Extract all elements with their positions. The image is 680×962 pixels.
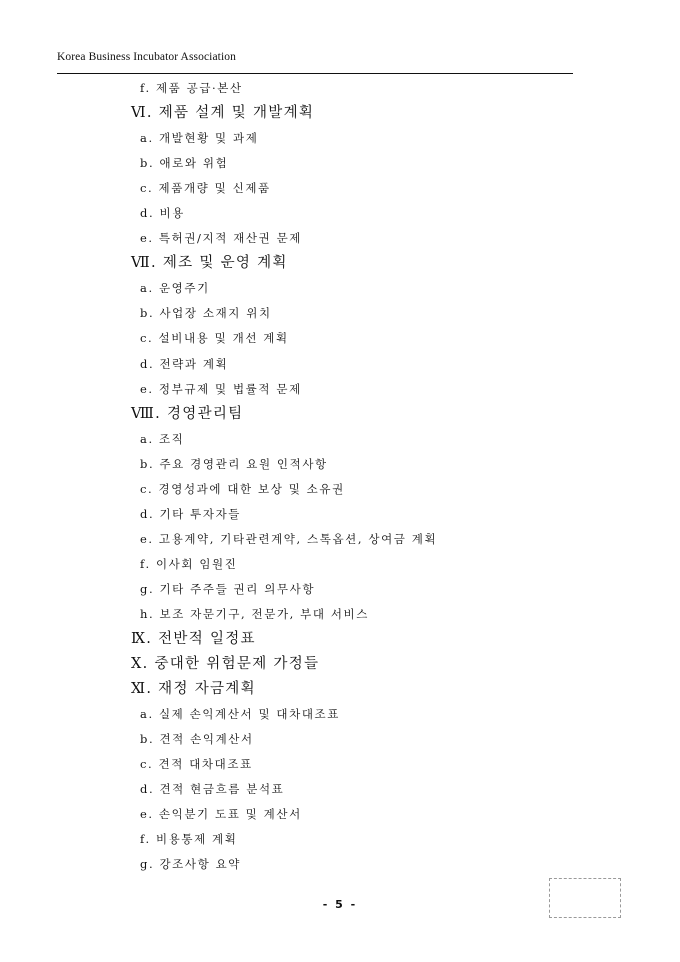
toc-subitem: d. 견적 현금흐름 분석표 [140,782,285,797]
toc-subitem: e. 정부규제 및 법률적 문제 [140,381,302,396]
toc-subitem: a. 실제 손익계산서 및 대차대조표 [140,707,340,722]
toc-subitem: f. 비용통제 계획 [140,832,238,847]
toc-section-heading: Ⅺ. 재정 자금계획 [131,681,256,698]
toc-subitem: a. 조직 [140,431,185,446]
toc-subitem: b. 사업장 소재지 위치 [140,306,272,321]
toc-subitem: c. 경영성과에 대한 보상 및 소유권 [140,481,345,496]
toc-section-heading: Ⅸ. 전반적 일정표 [131,631,256,648]
toc-section-heading: Ⅷ. 경영관리팀 [131,405,244,422]
header-divider [57,73,573,74]
toc-subitem: e. 고용계약, 기타관련계약, 스톡옵션, 상여금 계획 [140,531,438,546]
toc-subitem: d. 전략과 계획 [140,356,229,371]
toc-subitem: b. 주요 경영관리 요원 인적사항 [140,456,328,471]
toc-subitem: g. 강조사항 요약 [140,857,241,872]
toc-subitem: h. 보조 자문기구, 전문가, 부대 서비스 [140,606,369,621]
toc-subitem: f. 제품 공급·본산 [140,81,243,95]
page-header-title: Korea Business Incubator Association [57,51,236,63]
toc-section-heading: Ⅵ. 제품 설계 및 개발계획 [131,105,315,122]
toc-subitem: d. 비용 [140,206,185,221]
toc-section-heading: Ⅹ. 중대한 위험문제 가정들 [131,656,320,673]
toc-subitem: a. 개발현황 및 과제 [140,131,259,146]
toc-subitem: e. 특허권/지적 재산권 문제 [140,231,302,246]
toc-subitem: d. 기타 투자자들 [140,506,241,521]
toc-subitem: e. 손익분기 도표 및 계산서 [140,807,302,822]
toc-subitem: c. 견적 대차대조표 [140,757,253,772]
table-of-contents [0,76,680,878]
toc-subitem: c. 설비내용 및 개선 계획 [140,331,289,346]
toc-subitem: g. 기타 주주들 권리 의무사항 [140,581,316,596]
toc-section-heading: Ⅶ. 제조 및 운영 계획 [131,255,288,272]
toc-subitem: a. 운영주기 [140,281,210,296]
page-number: - 5 - [322,898,358,911]
toc-subitem: f. 이사회 임원진 [140,556,238,571]
toc-subitem: b. 애로와 위험 [140,156,229,171]
toc-subitem: b. 견적 손익계산서 [140,732,254,747]
stamp-box [549,878,621,918]
toc-subitem: c. 제품개량 및 신제품 [140,181,271,196]
